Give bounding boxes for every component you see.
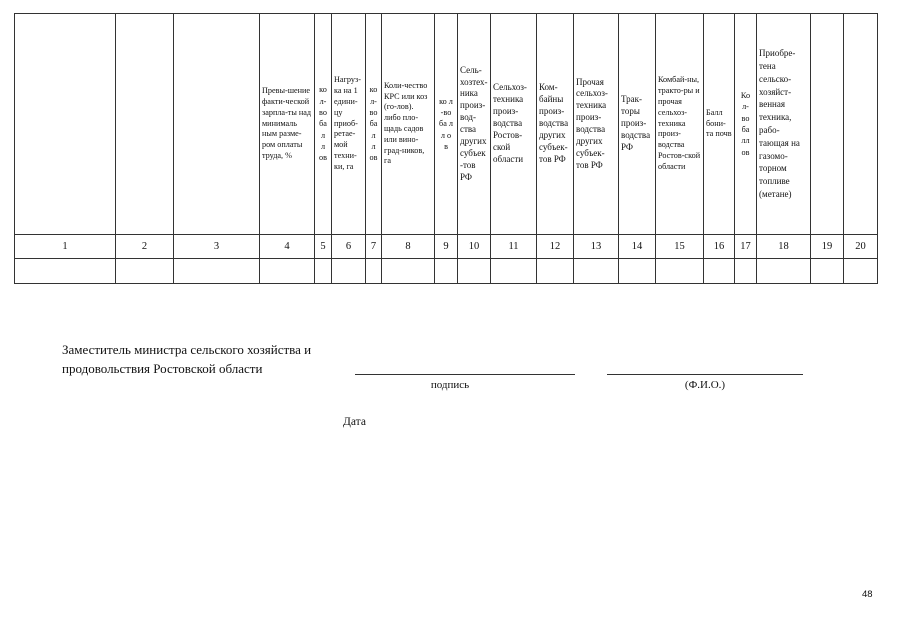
column-number: 3 bbox=[174, 235, 260, 259]
table-cell bbox=[704, 259, 735, 284]
date-label: Дата bbox=[343, 416, 366, 428]
header-cell-6: Нагруз-ка на 1 едини-цу приоб-ретае-мой техни-ки, га bbox=[332, 14, 366, 235]
header-cell-14: Трак-торы произ-водства РФ bbox=[619, 14, 656, 235]
header-cell-12: Ком-байны произ-водства других субъек-тов РФ bbox=[537, 14, 574, 235]
header-cell-17: Кол-во баллов bbox=[735, 14, 757, 235]
header-cell-11: Сельхоз-техника произ-водства Ростов-ской области bbox=[491, 14, 537, 235]
table-cell bbox=[366, 259, 382, 284]
table-cell bbox=[811, 259, 844, 284]
header-cell-9: ко л-во ба лл ов bbox=[435, 14, 458, 235]
table-cell bbox=[382, 259, 435, 284]
column-number: 13 bbox=[574, 235, 619, 259]
header-cell-10: Сель-хозтех-ника произ-вод-ства других субъек-тов РФ bbox=[458, 14, 491, 235]
column-number: 20 bbox=[844, 235, 878, 259]
table-cell bbox=[174, 259, 260, 284]
header-cell-16: Балл бони-та почв bbox=[704, 14, 735, 235]
header-cell-18: Приобре-тена сельско-хозяйст-венная техника, рабо-тающая на газомо-торном топливе (метане) bbox=[757, 14, 811, 235]
column-number: 8 bbox=[382, 235, 435, 259]
table-cell bbox=[15, 259, 116, 284]
header-cell-8: Коли-чество КРС или коз (го-лов). либо пло-щадь садов или вино-град-ников, га bbox=[382, 14, 435, 235]
signature-line bbox=[355, 374, 575, 375]
table-cell bbox=[435, 259, 458, 284]
column-number: 12 bbox=[537, 235, 574, 259]
signatory-title: Заместитель министра сельского хозяйства и продовольствия Ростовской области bbox=[62, 342, 312, 376]
table-cell bbox=[260, 259, 315, 284]
column-number: 11 bbox=[491, 235, 537, 259]
column-number: 17 bbox=[735, 235, 757, 259]
header-cell-15: Комбай-ны, тракто-ры и прочая сельхоз-техника произ-водства Ростов-ской области bbox=[656, 14, 704, 235]
table-cell bbox=[735, 259, 757, 284]
header-cell-4: Превы-шение факти-ческой зарпла-ты над минималь ным разме-ром оплаты труда, % bbox=[260, 14, 315, 235]
column-number: 9 bbox=[435, 235, 458, 259]
header-cell-20 bbox=[844, 14, 878, 235]
header-cell-5: кол-во баллов bbox=[315, 14, 332, 235]
column-number: 10 bbox=[458, 235, 491, 259]
table-header-row bbox=[15, 14, 878, 235]
column-number: 5 bbox=[315, 235, 332, 259]
table-cell bbox=[116, 259, 174, 284]
table-cell bbox=[844, 259, 878, 284]
name-caption: (Ф.И.О.) bbox=[684, 379, 726, 391]
column-number: 16 bbox=[704, 235, 735, 259]
table-cell bbox=[757, 259, 811, 284]
column-number: 6 bbox=[332, 235, 366, 259]
column-number: 4 bbox=[260, 235, 315, 259]
column-number: 15 bbox=[656, 235, 704, 259]
table-cell bbox=[619, 259, 656, 284]
name-line bbox=[607, 374, 803, 375]
column-number: 14 bbox=[619, 235, 656, 259]
column-number: 18 bbox=[757, 235, 811, 259]
table-cell bbox=[537, 259, 574, 284]
column-number: 7 bbox=[366, 235, 382, 259]
column-number: 19 bbox=[811, 235, 844, 259]
header-cell-19 bbox=[811, 14, 844, 235]
table-row bbox=[15, 259, 878, 284]
header-cell-2 bbox=[116, 14, 174, 235]
header-cell-13: Прочая сельхоз-техника произ-водства других субъек-тов РФ bbox=[574, 14, 619, 235]
table-cell bbox=[491, 259, 537, 284]
signature-caption: подпись bbox=[430, 379, 470, 391]
table-cell bbox=[458, 259, 491, 284]
scoring-table bbox=[14, 13, 878, 284]
table-cell bbox=[332, 259, 366, 284]
page-number: 48 bbox=[862, 589, 873, 600]
header-cell-1 bbox=[15, 14, 116, 235]
column-number: 2 bbox=[116, 235, 174, 259]
column-number: 1 bbox=[15, 235, 116, 259]
table-cell bbox=[656, 259, 704, 284]
header-cell-3 bbox=[174, 14, 260, 235]
header-cell-7: кол-во баллов bbox=[366, 14, 382, 235]
table-cell bbox=[574, 259, 619, 284]
table-cell bbox=[315, 259, 332, 284]
column-number-row bbox=[15, 235, 878, 259]
